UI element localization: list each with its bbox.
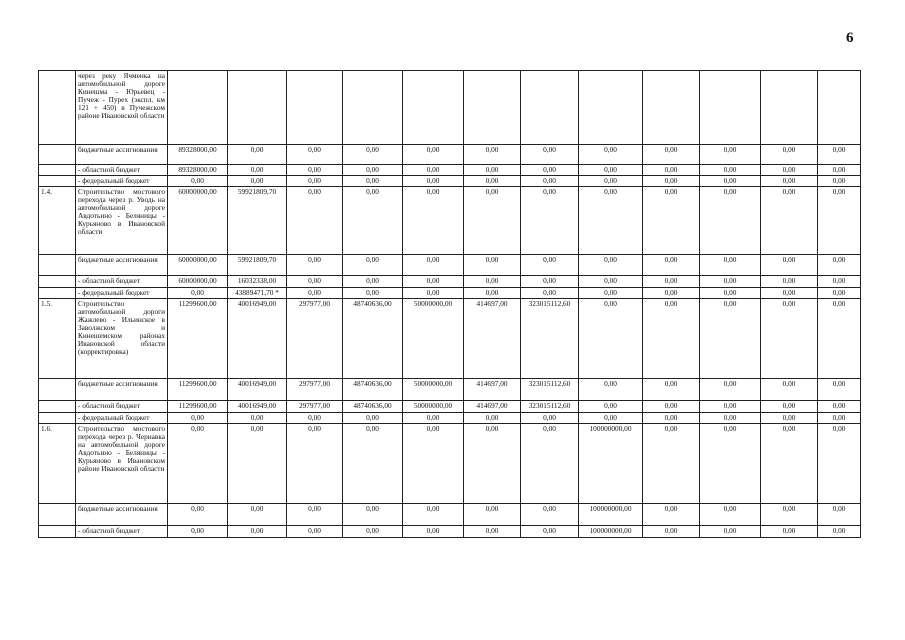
table-row bbox=[39, 71, 861, 145]
value-cell: 0,00 bbox=[700, 165, 761, 176]
value-cell: 0,00 bbox=[818, 504, 861, 526]
row-label: Строительство мостового перехода через р. Чернавка на автомобильной дороге Авдотьино - Беляницы - Курьяново в Ивановском районе Ивановской области bbox=[76, 424, 168, 504]
value-cell: 0,00 bbox=[818, 526, 861, 538]
value-cell bbox=[228, 71, 287, 145]
value-cell: 0,00 bbox=[643, 299, 700, 379]
row-label: - федеральный бюджет bbox=[76, 176, 168, 187]
value-cell: 0,00 bbox=[700, 424, 761, 504]
value-cell: 0,00 bbox=[761, 526, 818, 538]
value-cell: 0,00 bbox=[579, 299, 643, 379]
value-cell: 0,00 bbox=[403, 413, 464, 424]
value-cell: 0,00 bbox=[761, 145, 818, 165]
value-cell: 0,00 bbox=[643, 145, 700, 165]
value-cell: 100000000,00 bbox=[579, 424, 643, 504]
value-cell: 0,00 bbox=[464, 288, 521, 299]
value-cell: 0,00 bbox=[464, 276, 521, 288]
value-cell: 100000000,00 bbox=[579, 526, 643, 538]
value-cell: 0,00 bbox=[464, 176, 521, 187]
row-index bbox=[39, 176, 76, 187]
value-cell: 0,00 bbox=[521, 413, 579, 424]
value-cell: 50000000,00 bbox=[403, 401, 464, 413]
value-cell: 0,00 bbox=[168, 413, 228, 424]
table-row bbox=[39, 504, 861, 526]
row-index bbox=[39, 413, 76, 424]
value-cell: 89328000,00 bbox=[168, 145, 228, 165]
table-row bbox=[39, 299, 861, 379]
value-cell: 40016949,00 bbox=[228, 379, 287, 401]
value-cell: 414697,00 bbox=[464, 379, 521, 401]
row-index bbox=[39, 71, 76, 145]
value-cell: 0,00 bbox=[579, 276, 643, 288]
value-cell: 0,00 bbox=[464, 424, 521, 504]
value-cell: 0,00 bbox=[287, 145, 343, 165]
value-cell: 0,00 bbox=[343, 424, 403, 504]
table-row bbox=[39, 145, 861, 165]
value-cell: 100000000,00 bbox=[579, 504, 643, 526]
value-cell: 0,00 bbox=[287, 288, 343, 299]
value-cell: 11299600,00 bbox=[168, 401, 228, 413]
value-cell: 0,00 bbox=[761, 255, 818, 276]
value-cell: 11299600,00 bbox=[168, 379, 228, 401]
value-cell: 40016949,00 bbox=[228, 401, 287, 413]
row-label: бюджетные ассигнования bbox=[76, 145, 168, 165]
value-cell: 0,00 bbox=[228, 145, 287, 165]
value-cell: 0,00 bbox=[228, 413, 287, 424]
row-index: 1.6. bbox=[39, 424, 76, 504]
value-cell: 0,00 bbox=[403, 145, 464, 165]
value-cell bbox=[287, 71, 343, 145]
value-cell: 0,00 bbox=[818, 401, 861, 413]
value-cell: 0,00 bbox=[643, 255, 700, 276]
value-cell: 0,00 bbox=[287, 255, 343, 276]
value-cell: 0,00 bbox=[403, 187, 464, 255]
table-row bbox=[39, 187, 861, 255]
value-cell: 0,00 bbox=[403, 255, 464, 276]
value-cell: 323015112,60 bbox=[521, 299, 579, 379]
value-cell: 0,00 bbox=[818, 288, 861, 299]
row-label: через реку Ячменка на автомобильной дороге Кинешма - Юрьевец - Пучеж - Пурех (экспл. км 121 + 450) в Пучежском районе Ивановской области bbox=[76, 71, 168, 145]
value-cell: 0,00 bbox=[521, 176, 579, 187]
row-index bbox=[39, 145, 76, 165]
value-cell: 0,00 bbox=[643, 413, 700, 424]
value-cell: 0,00 bbox=[579, 379, 643, 401]
value-cell: 0,00 bbox=[403, 424, 464, 504]
value-cell bbox=[343, 71, 403, 145]
value-cell: 0,00 bbox=[579, 145, 643, 165]
row-index bbox=[39, 504, 76, 526]
value-cell: 0,00 bbox=[818, 276, 861, 288]
value-cell: 0,00 bbox=[818, 255, 861, 276]
value-cell: 0,00 bbox=[643, 379, 700, 401]
value-cell bbox=[464, 71, 521, 145]
page-number: 6 bbox=[846, 30, 854, 46]
value-cell: 48740636,00 bbox=[343, 401, 403, 413]
row-index bbox=[39, 526, 76, 538]
value-cell: 0,00 bbox=[521, 187, 579, 255]
value-cell: 0,00 bbox=[579, 401, 643, 413]
value-cell: 0,00 bbox=[403, 288, 464, 299]
value-cell: 0,00 bbox=[700, 413, 761, 424]
row-label: - областной бюджет bbox=[76, 276, 168, 288]
value-cell: 0,00 bbox=[168, 424, 228, 504]
value-cell: 0,00 bbox=[343, 288, 403, 299]
value-cell: 0,00 bbox=[521, 424, 579, 504]
value-cell: 0,00 bbox=[579, 413, 643, 424]
value-cell: 0,00 bbox=[521, 504, 579, 526]
value-cell: 0,00 bbox=[761, 187, 818, 255]
value-cell: 0,00 bbox=[643, 526, 700, 538]
value-cell: 0,00 bbox=[464, 145, 521, 165]
value-cell: 0,00 bbox=[521, 255, 579, 276]
value-cell: 0,00 bbox=[287, 276, 343, 288]
value-cell: 0,00 bbox=[761, 165, 818, 176]
value-cell: 0,00 bbox=[700, 176, 761, 187]
value-cell: 0,00 bbox=[228, 165, 287, 176]
row-label: Строительство мостового перехода через р. Уводь на автомобильной дороге Авдотьино - Беляницы - Курьяново в Ивановской области bbox=[76, 187, 168, 255]
value-cell: 297977,00 bbox=[287, 299, 343, 379]
row-label: - областной бюджет bbox=[76, 401, 168, 413]
row-label: - федеральный бюджет bbox=[76, 413, 168, 424]
value-cell: 0,00 bbox=[343, 165, 403, 176]
value-cell: 0,00 bbox=[761, 401, 818, 413]
value-cell: 0,00 bbox=[403, 504, 464, 526]
value-cell bbox=[700, 71, 761, 145]
value-cell: 0,00 bbox=[761, 413, 818, 424]
value-cell: 0,00 bbox=[168, 288, 228, 299]
row-label: - областной бюджет bbox=[76, 165, 168, 176]
value-cell: 0,00 bbox=[343, 145, 403, 165]
value-cell: 0,00 bbox=[700, 504, 761, 526]
value-cell: 0,00 bbox=[521, 526, 579, 538]
value-cell: 0,00 bbox=[343, 526, 403, 538]
value-cell: 59921809,70 bbox=[228, 255, 287, 276]
value-cell bbox=[643, 71, 700, 145]
row-index bbox=[39, 165, 76, 176]
value-cell: 0,00 bbox=[643, 504, 700, 526]
value-cell: 0,00 bbox=[700, 526, 761, 538]
value-cell: 0,00 bbox=[818, 145, 861, 165]
value-cell: 0,00 bbox=[343, 276, 403, 288]
value-cell: 0,00 bbox=[579, 288, 643, 299]
value-cell: 0,00 bbox=[818, 413, 861, 424]
value-cell bbox=[761, 71, 818, 145]
value-cell: 0,00 bbox=[761, 424, 818, 504]
value-cell: 0,00 bbox=[521, 165, 579, 176]
value-cell: 0,00 bbox=[643, 187, 700, 255]
value-cell: 89328000,00 bbox=[168, 165, 228, 176]
table-row bbox=[39, 424, 861, 504]
value-cell bbox=[818, 71, 861, 145]
value-cell: 0,00 bbox=[464, 526, 521, 538]
row-label: - областной бюджет bbox=[76, 526, 168, 538]
value-cell: 16032338,00 bbox=[228, 276, 287, 288]
value-cell: 0,00 bbox=[168, 176, 228, 187]
value-cell: 0,00 bbox=[700, 187, 761, 255]
value-cell: 0,00 bbox=[818, 176, 861, 187]
value-cell: 0,00 bbox=[643, 176, 700, 187]
value-cell: 0,00 bbox=[761, 504, 818, 526]
value-cell: 0,00 bbox=[818, 424, 861, 504]
value-cell: 0,00 bbox=[464, 255, 521, 276]
value-cell: 0,00 bbox=[579, 255, 643, 276]
table-row bbox=[39, 413, 861, 424]
row-label: бюджетные ассигнования bbox=[76, 379, 168, 401]
table-row bbox=[39, 288, 861, 299]
value-cell: 0,00 bbox=[343, 187, 403, 255]
row-index: 1.4. bbox=[39, 187, 76, 255]
value-cell: 0,00 bbox=[579, 187, 643, 255]
value-cell bbox=[403, 71, 464, 145]
value-cell: 0,00 bbox=[287, 165, 343, 176]
value-cell: 0,00 bbox=[761, 176, 818, 187]
value-cell: 414697,00 bbox=[464, 401, 521, 413]
row-label: бюджетные ассигнования bbox=[76, 255, 168, 276]
value-cell: 0,00 bbox=[521, 145, 579, 165]
table-row bbox=[39, 165, 861, 176]
value-cell: 0,00 bbox=[761, 288, 818, 299]
value-cell: 0,00 bbox=[464, 165, 521, 176]
value-cell: 0,00 bbox=[168, 504, 228, 526]
table-row bbox=[39, 379, 861, 401]
value-cell: 0,00 bbox=[228, 424, 287, 504]
value-cell: 0,00 bbox=[643, 401, 700, 413]
value-cell: 0,00 bbox=[818, 299, 861, 379]
value-cell: 0,00 bbox=[643, 288, 700, 299]
value-cell bbox=[168, 71, 228, 145]
table-row bbox=[39, 401, 861, 413]
value-cell: 323015112,60 bbox=[521, 401, 579, 413]
value-cell: 297977,00 bbox=[287, 379, 343, 401]
value-cell: 0,00 bbox=[579, 176, 643, 187]
value-cell: 0,00 bbox=[761, 299, 818, 379]
value-cell: 0,00 bbox=[403, 276, 464, 288]
value-cell: 60000000,00 bbox=[168, 255, 228, 276]
value-cell: 0,00 bbox=[403, 165, 464, 176]
value-cell: 0,00 bbox=[700, 288, 761, 299]
value-cell: 11299600,00 bbox=[168, 299, 228, 379]
value-cell: 0,00 bbox=[818, 379, 861, 401]
value-cell: 0,00 bbox=[521, 276, 579, 288]
value-cell: 0,00 bbox=[343, 413, 403, 424]
row-index bbox=[39, 255, 76, 276]
value-cell: 0,00 bbox=[287, 176, 343, 187]
value-cell bbox=[579, 71, 643, 145]
value-cell: 414697,00 bbox=[464, 299, 521, 379]
value-cell: 0,00 bbox=[403, 526, 464, 538]
row-index bbox=[39, 401, 76, 413]
value-cell: 0,00 bbox=[700, 299, 761, 379]
value-cell: 59921809,70 bbox=[228, 187, 287, 255]
value-cell: 0,00 bbox=[700, 276, 761, 288]
value-cell: 0,00 bbox=[643, 276, 700, 288]
value-cell: 40016949,00 bbox=[228, 299, 287, 379]
value-cell: 50000000,00 bbox=[403, 299, 464, 379]
value-cell: 0,00 bbox=[287, 413, 343, 424]
value-cell bbox=[521, 71, 579, 145]
value-cell: 0,00 bbox=[521, 288, 579, 299]
value-cell: 0,00 bbox=[579, 165, 643, 176]
value-cell: 0,00 bbox=[228, 526, 287, 538]
value-cell: 0,00 bbox=[228, 504, 287, 526]
value-cell: 0,00 bbox=[464, 187, 521, 255]
value-cell: 0,00 bbox=[761, 379, 818, 401]
table-row bbox=[39, 276, 861, 288]
row-index bbox=[39, 379, 76, 401]
value-cell: 0,00 bbox=[343, 504, 403, 526]
row-label: - федеральный бюджет bbox=[76, 288, 168, 299]
row-index bbox=[39, 276, 76, 288]
value-cell: 0,00 bbox=[343, 255, 403, 276]
row-label: Строительство автомобильной дороги Жажлево - Ильинское в Заволжском и Кинешемском районах Ивановской области (корректировка) bbox=[76, 299, 168, 379]
value-cell: 0,00 bbox=[403, 176, 464, 187]
value-cell: 0,00 bbox=[818, 187, 861, 255]
value-cell: 0,00 bbox=[168, 526, 228, 538]
value-cell: 0,00 bbox=[287, 187, 343, 255]
value-cell: 0,00 bbox=[228, 176, 287, 187]
value-cell: 60000000,00 bbox=[168, 187, 228, 255]
row-index bbox=[39, 288, 76, 299]
value-cell: 0,00 bbox=[464, 413, 521, 424]
value-cell: 48740636,00 bbox=[343, 299, 403, 379]
table-row bbox=[39, 526, 861, 538]
budget-table bbox=[38, 70, 861, 538]
value-cell: 0,00 bbox=[643, 165, 700, 176]
row-label: бюджетные ассигнования bbox=[76, 504, 168, 526]
value-cell: 0,00 bbox=[464, 504, 521, 526]
value-cell: 0,00 bbox=[287, 504, 343, 526]
value-cell: 0,00 bbox=[700, 379, 761, 401]
value-cell: 0,00 bbox=[343, 176, 403, 187]
value-cell: 48740636,00 bbox=[343, 379, 403, 401]
value-cell: 0,00 bbox=[287, 526, 343, 538]
value-cell: 323015112,60 bbox=[521, 379, 579, 401]
value-cell: 50000000,00 bbox=[403, 379, 464, 401]
value-cell: 0,00 bbox=[700, 255, 761, 276]
value-cell: 0,00 bbox=[287, 424, 343, 504]
value-cell: 0,00 bbox=[700, 145, 761, 165]
value-cell: 297977,00 bbox=[287, 401, 343, 413]
table-row bbox=[39, 176, 861, 187]
value-cell: 60000000,00 bbox=[168, 276, 228, 288]
value-cell: 0,00 bbox=[643, 424, 700, 504]
row-index: 1.5. bbox=[39, 299, 76, 379]
value-cell: 0,00 bbox=[700, 401, 761, 413]
table-row bbox=[39, 255, 861, 276]
value-cell: 0,00 bbox=[761, 276, 818, 288]
value-cell: 0,00 bbox=[818, 165, 861, 176]
value-cell: 43889471,70 * bbox=[228, 288, 287, 299]
